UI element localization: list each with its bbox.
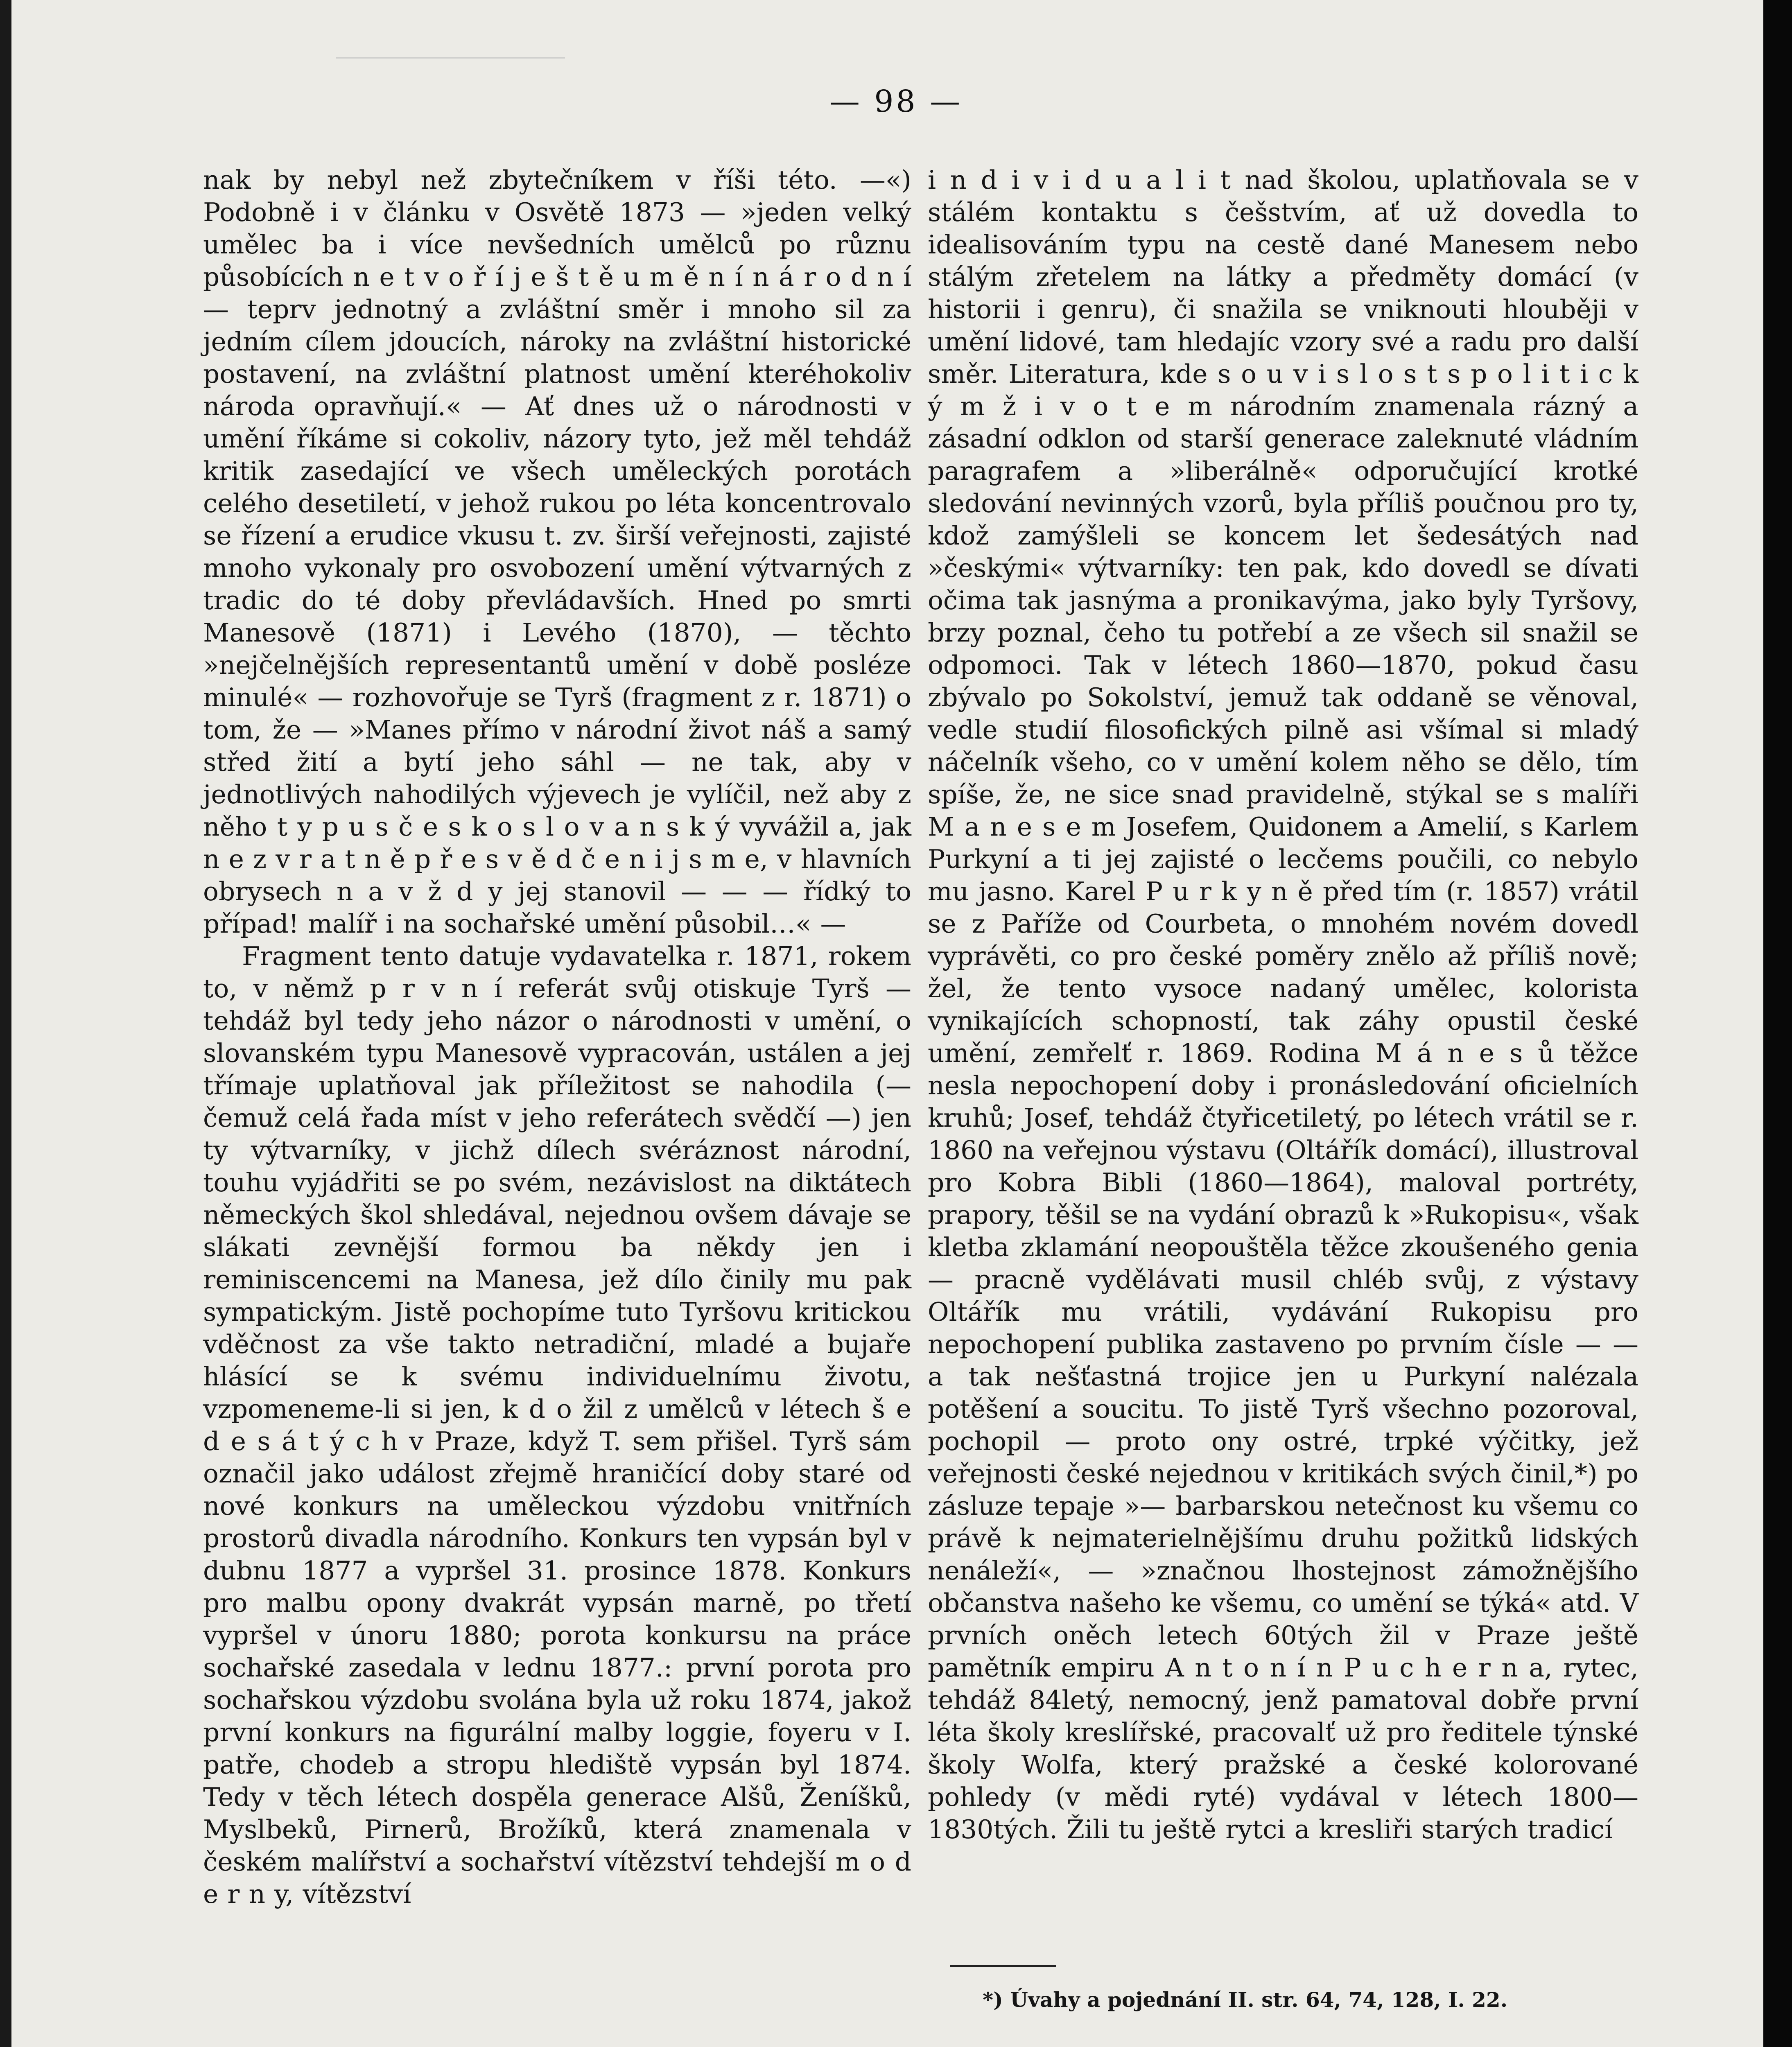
scan-border-right — [1763, 0, 1792, 2047]
right-column — [928, 164, 1638, 1846]
scan-border-left — [0, 0, 11, 2047]
left-paragraph-2: Fragment tento datuje vydavatelka r. 1871, rokem to, v němž p r v n í referát svůj otiskuje Tyrš — tehdáž byl tedy jeho názor o národnosti v umění, o slovanském typu Manesově vypracován, ustálen a jej třímaje uplatňoval jak příležitost se nahodila (— čemuž celá řada míst v jeho referátech svědčí —) jen ty výtvarníky, v jichž dílech svéráznost národní, touhu vyjádřiti se po svém, nezávislost na diktátech německých škol shledával, nejednou ovšem dávaje se slákati zevnější formou ba někdy jen i reminiscencemi na Manesa, jež dílo činily mu pak sympatickým. Jistě pochopíme tuto Tyršovu kritickou vděčnost za vše takto netradiční, mladé a bujaře hlásící se k svému individuelnímu životu, vzpomeneme-li si jen, k d o žil z umělců v létech š e d e s á t ý c h v Praze, když T. sem přišel. Tyrš sám označil jako událost zřejmě hraničící doby staré od nové konkurs na uměleckou výzdobu vnitřních prostorů divadla národního. Konkurs ten vypsán byl v dubnu 1877 a vypršel 31. prosince 1878. Konkurs pro malbu opony dvakrát vypsán marně, po třetí vypršel v únoru 1880; porota konkursu na práce sochařské zasedala v lednu 1877.: první porota pro sochařskou výzdobu svolána byla už roku 1874, jakož první konkurs na figurální malby loggie, foyeru v I. patře, chodeb a stropu hlediště vypsán byl 1874. Tedy v těch létech dospěla generace Alšů, Ženíšků, Myslbeků, Pirnerů, Brožíků, která znamenala v českém malířství a sochařství vítězství tehdejší m o d e r n y, vítězství — [203, 941, 911, 1909]
footnote: *) Úvahy a pojednání II. str. 64, 74, 128, I. 22. — [983, 1988, 1508, 2012]
left-paragraph-1: nak by nebyl než zbytečníkem v říši této. —«) Podobně i v článku v Osvětě 1873 — »jeden velký umělec ba i více nevšedních umělců po různu působících n e t v o ř í j e š t ě u m ě n í n á r o d n í — teprv jednotný a zvláštní směr i mnoho sil za jedním cílem jdoucích, nároky na zvláštní historické postavení, na zvláštní platnost umění kteréhokoliv národa opravňují.« — Ať dnes už o národnosti v umění říkáme si cokoliv, názory tyto, jež měl tehdáž kritik zasedající ve všech uměleckých porotách celého desetiletí, v jehož rukou po léta koncentrovalo se řízení a erudice vkusu t. zv. širší veřejnosti, zajisté mnoho vykonaly pro osvobození umění výtvarných z tradic do té doby převládavších. Hned po smrti Manesově (1871) i Levého (1870), — těchto »nejčelnějších representantů umění v době posléze minulé« — rozhovořuje se Tyrš (fragment z r. 1871) o tom, že — »Manes přímo v národní život náš a samý střed žití a bytí jeho sáhl — ne tak, aby v jednotlivých nahodilých výjevech je vylíčil, než aby z něho t y p u s č e s k o s l o v a n s k ý vyvážil a, jak n e z v r a t n ě p ř e s v ě d č e n i j s m e, v hlavních obrysech n a v ž d y jej stanovil — — — řídký to případ! malíř i na sochařské umění působil…« — — [203, 165, 911, 939]
footnote-rule — [950, 1965, 1056, 1967]
page-number: — 98 — — [829, 84, 963, 119]
scan-artifact — [336, 16, 565, 59]
right-paragraph-1: i n d i v i d u a l i t nad školou, uplatňovala se v stálém kontaktu s češstvím, ať už dovedla to idealisováním typu na cestě dané Manesem nebo stálým zřetelem na látky a předměty domácí (v historii i genru), či snažila se vniknouti hlouběji v umění lidové, tam hledajíc vzory své a radu pro další směr. Literatura, kde s o u v i s l o s t s p o l i t i c k ý m ž i v o t e m národním znamenala rázný a zásadní odklon od starší generace zaleknuté vládním paragrafem a »liberálně« odporučující krotké sledování nevinných vzorů, byla příliš poučnou pro ty, kdož zamýšleli se koncem let šedesátých nad »českými« výtvarníky: ten pak, kdo dovedl se dívati očima tak jasnýma a pronikavýma, jako byly Tyršovy, brzy poznal, čeho tu potřebí a ze všech sil snažil se odpomoci. Tak v létech 1860—1870, pokud času zbývalo po Sokolství, jemuž tak oddaně se věnoval, vedle studií filosofických pilně asi všímal si mladý náčelník všeho, co v umění kolem něho se dělo, tím spíše, že, ne sice snad pravidelně, stýkal se s malíři M a n e s e m Josefem, Quidonem a Amelií, s Karlem Purkyní a ti jej zajisté o lecčems poučili, co nebylo mu jasno. Karel P u r k y n ě před tím (r. 1857) vrátil se z Paříže od Courbeta, o mnohém novém dovedl vyprávěti, co pro české poměry znělo až příliš nově; žel, že tento vysoce nadaný umělec, kolorista vynikajících schopností, tak záhy opustil české umění, zemřelť r. 1869. Rodina M á n e s ů těžce nesla nepochopení doby i pronásledování oficielních kruhů; Josef, tehdáž čtyřicetiletý, po létech vrátil se r. 1860 na veřejnou výstavu (Oltářík domácí), illustroval pro Kobra Bibli (1860—1864), maloval portréty, prapory, těšil se na vydání obrazů k »Rukopisu«, však kletba zklamání neopouštěla těžce zkoušeného genia — pracně vydělávati musil chléb svůj, z výstavy Oltářík mu vrátili, vydávání Rukopisu pro nepochopení publika zastaveno po prvním čísle — — a tak nešťastná trojice jen u Purkyní nalézala potěšení a soucitu. To jistě Tyrš všechno pozoroval, pochopil — proto ony ostré, trpké výčitky, jež veřejnosti české nejednou v kritikách svých činil,*) po zásluze tepaje »— barbarskou netečnost ku všemu co právě k nejmaterielnějšímu druhu požitků lidských nenáleží«, — »značnou lhostejnost zámožnějšího občanstva našeho ke všemu, co umění se týká« atd. V prvních oněch letech 60tých žil v Praze ještě pamětník empiru A n t o n í n P u c h e r n a, rytec, tehdáž 84letý, nemocný, jenž pamatoval dobře první léta školy kreslířské, pracovalť už pro ředitele týnské školy Wolfa, který pražské a české kolorované pohledy (v mědi ryté) vydával v létech 1800—1830tých. Žili tu ještě rytci a kresliři starých tradicí — [928, 165, 1638, 1844]
left-column — [203, 164, 911, 1910]
